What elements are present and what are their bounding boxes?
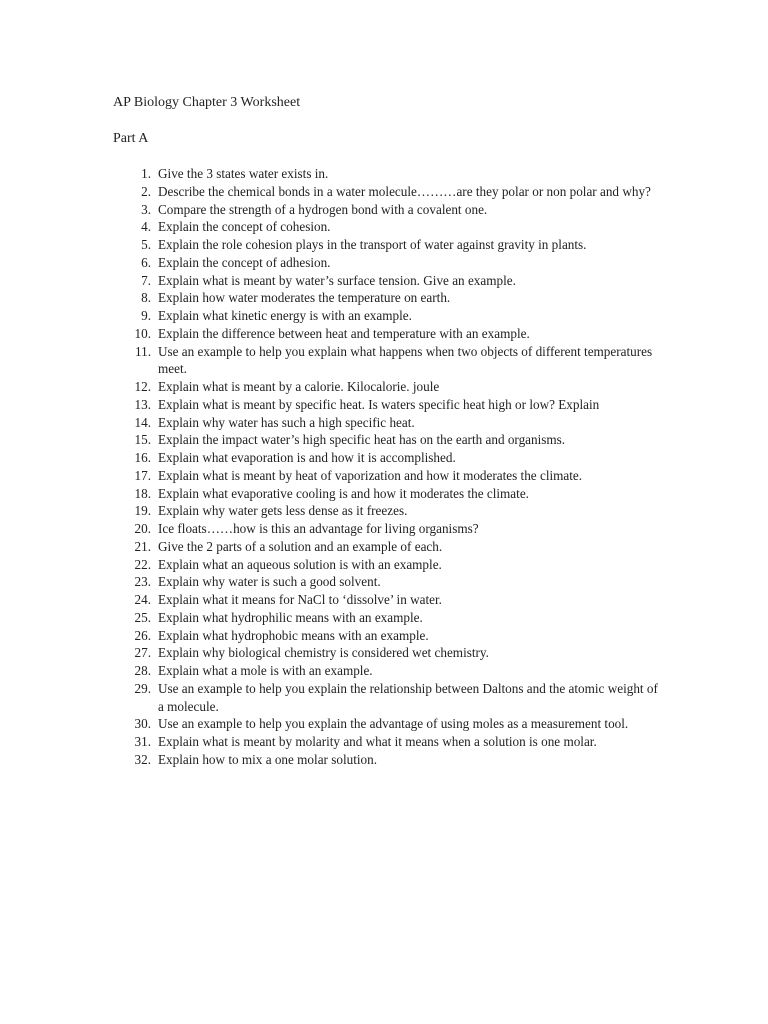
question-number: 18. <box>134 485 151 501</box>
question-item <box>113 325 658 343</box>
question-text: Give the 2 parts of a solution and an example of each. <box>158 538 443 554</box>
question-number: 15. <box>134 432 151 448</box>
question-number: 25. <box>134 609 151 625</box>
question-text: Explain what hydrophobic means with an example. <box>158 627 429 643</box>
question-text: Explain the concept of cohesion. <box>158 219 331 235</box>
question-number: 12. <box>134 379 151 394</box>
question-item <box>113 485 658 503</box>
question-number: 28. <box>134 663 151 678</box>
question-list <box>113 165 658 769</box>
question-number: 3. <box>141 201 151 217</box>
question-number: 17. <box>134 467 151 483</box>
question-text: Use an example to help you explain the advantage of using moles as a measurement tool. <box>158 716 629 732</box>
question-item <box>113 627 658 645</box>
part-heading: Part A <box>113 131 149 146</box>
question-item <box>113 502 658 520</box>
question-text: Use an example to help you explain the relationship between Daltons and the atomic weight of a molecule. <box>158 680 658 714</box>
question-item <box>113 538 658 556</box>
question-text: Explain the role cohesion plays in the transport of water against gravity in plants. <box>158 237 587 252</box>
question-item <box>113 183 658 201</box>
question-number: 30. <box>134 716 151 732</box>
question-item <box>113 520 658 538</box>
question-number: 6. <box>141 254 151 270</box>
question-number: 19. <box>134 503 151 519</box>
document-title: AP Biology Chapter 3 Worksheet <box>113 95 301 110</box>
question-text: Explain why water has such a high specific heat. <box>158 414 415 430</box>
question-text: Explain the impact water’s high specific heat has on the earth and organisms. <box>158 432 566 448</box>
question-item <box>113 449 658 467</box>
question-item <box>113 644 658 662</box>
question-item <box>113 236 658 254</box>
question-number: 32. <box>134 751 151 767</box>
question-number: 2. <box>141 183 151 199</box>
question-text: Explain what a mole is with an example. <box>158 663 373 678</box>
question-item <box>113 715 658 733</box>
question-text: Explain what hydrophilic means with an example. <box>158 609 423 625</box>
question-text: Explain what it means for NaCl to ‘dissolve’ in water. <box>158 592 442 607</box>
question-item <box>113 307 658 325</box>
question-number: 16. <box>134 450 151 465</box>
question-text: Explain what evaporation is and how it is accomplished. <box>158 450 456 465</box>
question-text: Explain how water moderates the temperature on earth. <box>158 290 451 306</box>
question-text: Explain what an aqueous solution is with an example. <box>158 556 442 572</box>
question-number: 8. <box>141 290 151 306</box>
question-item <box>113 272 658 290</box>
question-number: 7. <box>141 272 151 288</box>
question-number: 23. <box>134 574 151 590</box>
question-item <box>113 662 658 680</box>
question-text: Compare the strength of a hydrogen bond with a covalent one. <box>158 201 488 217</box>
question-text: Explain what is meant by a calorie. Kilocalorie. joule <box>158 379 440 394</box>
question-text: Explain what kinetic energy is with an example. <box>158 308 412 323</box>
question-text: Explain why water is such a good solvent. <box>158 574 381 590</box>
question-number: 31. <box>134 734 151 749</box>
question-number: 14. <box>134 414 151 430</box>
question-number: 10. <box>134 325 151 341</box>
question-text: Explain how to mix a one molar solution. <box>158 751 378 767</box>
question-item <box>113 751 658 769</box>
question-number: 1. <box>141 166 151 181</box>
question-number: 4. <box>141 219 151 235</box>
question-number: 27. <box>134 645 151 661</box>
question-item <box>113 556 658 574</box>
question-text: Use an example to help you explain what happens when two objects of different temperatures meet. <box>158 343 653 377</box>
question-item <box>113 680 658 716</box>
question-number: 24. <box>134 592 151 607</box>
question-number: 11. <box>135 343 151 359</box>
question-number: 29. <box>134 680 151 696</box>
question-text: Explain why biological chemistry is considered wet chemistry. <box>158 645 489 661</box>
question-item <box>113 218 658 236</box>
question-number: 9. <box>141 308 151 323</box>
question-item <box>113 396 658 414</box>
question-item <box>113 591 658 609</box>
question-text: Explain why water gets less dense as it freezes. <box>158 503 408 519</box>
question-number: 26. <box>134 627 151 643</box>
question-text: Give the 3 states water exists in. <box>158 166 329 181</box>
question-text: Explain the difference between heat and temperature with an example. <box>158 325 530 341</box>
question-text: Describe the chemical bonds in a water molecule………are they polar or non polar and why? <box>158 183 651 199</box>
question-item <box>113 343 658 379</box>
question-item <box>113 414 658 432</box>
question-text: Explain the concept of adhesion. <box>158 254 331 270</box>
question-item <box>113 201 658 219</box>
question-number: 5. <box>141 237 151 252</box>
question-number: 13. <box>134 396 151 412</box>
question-item <box>113 573 658 591</box>
question-item <box>113 609 658 627</box>
question-text: Explain what is meant by heat of vaporization and how it moderates the climate. <box>158 467 583 483</box>
question-number: 22. <box>134 556 151 572</box>
question-number: 20. <box>134 521 151 536</box>
question-text: Ice floats……how is this an advantage for living organisms? <box>158 521 479 536</box>
question-text: Explain what is meant by specific heat. Is waters specific heat high or low? Explain <box>158 396 600 412</box>
question-text: Explain what is meant by molarity and what it means when a solution is one molar. <box>158 734 597 749</box>
question-item <box>113 467 658 485</box>
question-item <box>113 165 658 183</box>
question-item <box>113 378 658 396</box>
question-number: 21. <box>134 538 151 554</box>
question-text: Explain what evaporative cooling is and how it moderates the climate. <box>158 485 529 501</box>
question-item <box>113 254 658 272</box>
question-item <box>113 733 658 751</box>
question-text: Explain what is meant by water’s surface tension. Give an example. <box>158 272 516 288</box>
question-item <box>113 289 658 307</box>
question-item <box>113 431 658 449</box>
